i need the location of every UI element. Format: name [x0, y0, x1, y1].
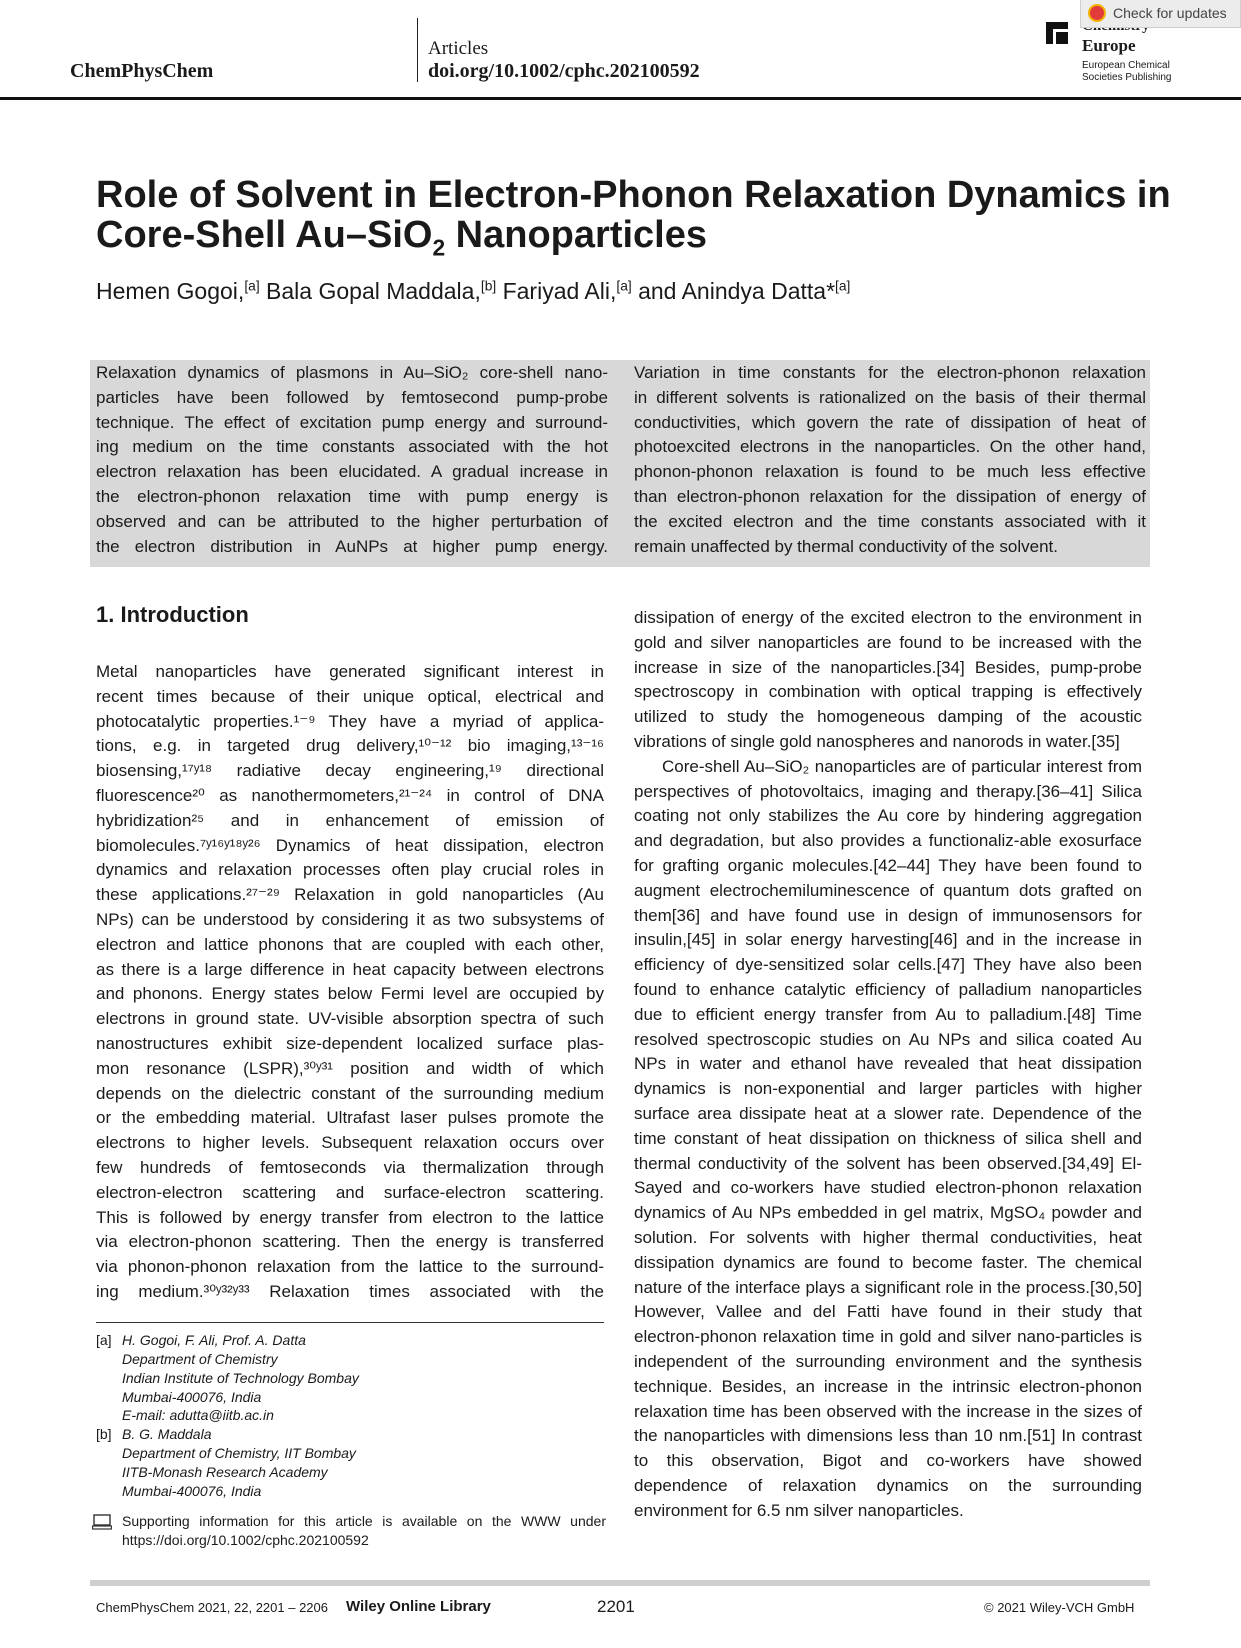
- body-line: nanostructures exhibit size-dependent localized surface plas-: [96, 1033, 604, 1053]
- check-updates-icon: [1088, 4, 1106, 22]
- footnote-b-city: Mumbai-400076, India: [122, 1483, 262, 1499]
- author-affiliation: [b]: [480, 278, 497, 294]
- body-line: via phonon-phonon relaxation from the lattice to the surround-: [96, 1257, 604, 1277]
- author-name: Hemen Gogoi,: [96, 278, 245, 304]
- page-number: 2201: [597, 1597, 635, 1616]
- body-line: fluorescence²⁰ as nanothermometers,²¹⁻²⁴ in control of DNA: [96, 785, 604, 805]
- journal-name: ChemPhysChem: [70, 60, 214, 82]
- abstract-line: electron relaxation has been elucidated. A gradual increase in: [96, 462, 608, 482]
- footer-citation: ChemPhysChem 2021, 22, 2201 – 2206: [96, 1600, 328, 1615]
- footnote-b-department: Department of Chemistry, IIT Bombay: [122, 1445, 356, 1461]
- body-line: photocatalytic properties.¹⁻⁹ They have a myriad of applica-: [96, 711, 604, 731]
- footer-rule: [90, 1580, 1150, 1586]
- abstract-left-column: [96, 361, 608, 559]
- body-line: recent times because of their unique optical, electrical and: [96, 686, 604, 706]
- logo-line-2: Europe: [1082, 36, 1136, 55]
- body-line: dynamics and relaxation processes often play crucial roles in: [96, 860, 604, 880]
- abstract-right-column: [634, 361, 1146, 559]
- body-line: electrons in ground state. UV-visible absorption spectra of such: [96, 1009, 604, 1029]
- abstract-line: particles have been followed by femtosecond pump-probe: [96, 387, 608, 407]
- doi-link[interactable]: doi.org/10.1002/cphc.202100592: [428, 60, 700, 82]
- abstract-line: remain unaffected by thermal conductivity of the solvent.: [634, 536, 1058, 556]
- abstract-line: Variation in time constants for the electron-phonon relaxation: [634, 363, 1146, 382]
- body-line: hybridization²⁵ and in enhancement of emission of: [96, 810, 604, 830]
- abstract-line: technique. The effect of excitation pump energy and surround-: [96, 412, 608, 432]
- author-name: Fariyad Ali,: [496, 278, 617, 304]
- author-name: Bala Gopal Maddala,: [259, 278, 481, 304]
- left-text-column: [96, 660, 604, 1305]
- body-paragraph: Core-shell Au–SiO₂ nanoparticles are of particular interest from perspectives of photovoltaics, imaging and therapy.[36–41] Silica coating not only stabilizes the Au core by hindering aggregation and degradation, but also provides a functionaliz-able exosurface for grafting organic molecules.[42–44] They have been found to augment electrochemiluminescence of quantum dots grafted on them[36] and have found use in design of immunosensors for insulin,[45] in solar energy harvesting[46] and in the increase in efficiency of dye-sensitized solar cells.[47] They have also been found to enhance catalytic efficiency of palladium nanoparticles due to efficient energy transfer from Au to palladium.[48] Time resolved spectroscopic studies on Au NPs and silica coated Au NPs in water and ethanol have revealed that heat dissipation dynamics is non-exponential and larger particles with higher surface area dissipate heat at a slower rate. Dependence of the time constant of heat dissipation on thickness of silica shell and thermal conductivity of the solvent has been observed.[34,49] El-Sayed and co-workers have studied electron-phonon relaxation dynamics of Au NPs embedded in gel matrix, MgSO₄ powder and solution. For solvents with higher thermal conductivities, heat dissipation dynamics are found to become faster. The chemical nature of the interface plays a significant role in the process.[30,50] However, Vallee and del Fatti have found in their study that electron-phonon relaxation time in gold and silver nano-particles is independent of the surrounding environment and the synthesis technique. Besides, an increase in the intrinsic electron-phonon relaxation time has been observed with the increase in the sizes of the nanoparticles with dimensions less than 10 nm.[51] In contrast to this observation, Bigot and co-workers have showed dependence of relaxation dynamics on the surrounding environment for 6.5 nm silver nanoparticles.: [634, 756, 1142, 1520]
- logo-mark-icon: [1046, 22, 1068, 44]
- body-line: ing medium.³⁰ʸ³²ʸ³³ Relaxation times associated with the: [96, 1281, 604, 1301]
- body-line: mon resonance (LSPR),³⁰ʸ³¹ position and width of which: [96, 1058, 604, 1078]
- body-line: these applications.²⁷⁻²⁹ Relaxation in gold nanoparticles (Au: [96, 885, 604, 905]
- logo-line-3: European Chemical: [1082, 60, 1170, 71]
- footnote-a-institute: Indian Institute of Technology Bombay: [122, 1370, 359, 1386]
- author-affiliation: [a]: [616, 278, 632, 294]
- article-title-line-2: Core-Shell Au–SiO$_2$ Nanoparticles: [96, 214, 707, 261]
- body-line: depends on the dielectric constant of the surrounding medium: [96, 1083, 604, 1103]
- body-line: and phonons. Energy states below Fermi level are occupied by: [96, 984, 604, 1004]
- abstract-line: the excited electron and the time constants associated with it: [634, 511, 1146, 531]
- author-list: [96, 278, 850, 305]
- section-label: Articles: [428, 38, 489, 59]
- abstract-line: Relaxation dynamics of plasmons in Au–SiO₂ core-shell nano-: [96, 363, 608, 382]
- body-line: biosensing,¹⁷ʸ¹⁸ radiative decay engineering,¹⁹ directional: [96, 761, 604, 781]
- footer-copyright: © 2021 Wiley-VCH GmbH: [984, 1600, 1135, 1615]
- abstract-line: observed and can be attributed to the higher perturbation of: [96, 511, 608, 531]
- check-for-updates-button[interactable]: [1080, 0, 1241, 28]
- wiley-online-library-link[interactable]: Wiley Online Library: [346, 1598, 491, 1615]
- body-line: as there is a large difference in heat capacity between electrons: [96, 959, 604, 979]
- body-line: NPs) can be understood by considering it as two subsystems of: [96, 909, 604, 929]
- section-heading-introduction: 1. Introduction: [96, 602, 249, 627]
- footnote-a-city: Mumbai-400076, India: [122, 1389, 262, 1405]
- abstract-line: than electron-phonon relaxation for the dissipation of energy of: [634, 486, 1146, 506]
- footnote-label-b: [b]: [96, 1426, 112, 1442]
- footnote-a-department: Department of Chemistry: [122, 1351, 278, 1367]
- author-affiliation: [a]: [244, 278, 260, 294]
- abstract-line: photoexcited electrons in the nanoparticles. On the other hand,: [634, 437, 1146, 457]
- body-line: Metal nanoparticles have generated significant interest in: [96, 662, 604, 681]
- computer-icon: [92, 1514, 112, 1530]
- body-line: few hundreds of femtoseconds via thermalization through: [96, 1157, 604, 1177]
- abstract-line: the electron-phonon relaxation time with pump energy is: [96, 486, 608, 506]
- abstract-line: in different solvents is rationalized on the basis of their thermal: [634, 387, 1146, 407]
- right-text-column: [634, 606, 1142, 1523]
- body-line: tions, e.g. in targeted drug delivery,¹⁰⁻¹² bio imaging,¹³⁻¹⁶: [96, 736, 604, 756]
- body-line: electron-electron scattering and surface-electron scattering.: [96, 1182, 604, 1202]
- check-updates-label: Check for updates: [1113, 5, 1227, 21]
- abstract-line: ing medium on the time constants associated with the hot: [96, 437, 608, 457]
- footnote-a-names: H. Gogoi, F. Ali, Prof. A. Datta: [122, 1332, 306, 1348]
- supporting-information-note: Supporting information for this article is available on the WWW under https://doi.org/10.1002/cphc.202100592: [122, 1513, 606, 1548]
- footnote-label-a: [a]: [96, 1332, 112, 1348]
- footnote-rule: [96, 1322, 604, 1323]
- logo-line-4: Societies Publishing: [1082, 72, 1172, 83]
- body-line: biomolecules.⁷ʸ¹⁶ʸ¹⁸ʸ²⁶ Dynamics of heat dissipation, electron: [96, 835, 604, 855]
- article-title-line-1: Role of Solvent in Electron-Phonon Relaxation Dynamics in: [96, 174, 1171, 216]
- footnote-b-institute: IITB-Monash Research Academy: [122, 1464, 328, 1480]
- body-line: or the embedding material. Ultrafast laser pulses promote the: [96, 1108, 604, 1128]
- header-rule: [0, 97, 1241, 100]
- body-line: electrons to higher levels. Subsequent relaxation occurs over: [96, 1133, 604, 1153]
- body-line: via electron-phonon scattering. Then the energy is transferred: [96, 1232, 604, 1252]
- body-paragraph: dissipation of energy of the excited electron to the environment in gold and silver nanoparticles are found to be increased with the increase in size of the nanoparticles.[34] Besides, pump-probe spectroscopy in combination with optical trapping is effectively utilized to study the homogeneous damping of the acoustic vibrations of single gold nanospheres and nanorods in water.[35]: [634, 608, 1142, 751]
- body-line: electron and lattice phonons that are coupled with each other,: [96, 934, 604, 954]
- author-name: and Anindya Datta*: [631, 278, 836, 304]
- body-line: This is followed by energy transfer from electron to the lattice: [96, 1207, 604, 1227]
- header-separator: [417, 18, 418, 82]
- abstract-line: the electron distribution in AuNPs at higher pump energy.: [96, 536, 608, 556]
- author-affiliation: [a]: [835, 278, 851, 294]
- footnote-b-names: B. G. Maddala: [122, 1426, 212, 1442]
- abstract-line: phonon-phonon relaxation is found to be much less effective: [634, 462, 1146, 482]
- footnote-a-email[interactable]: E-mail: adutta@iitb.ac.in: [122, 1407, 274, 1423]
- abstract-line: conductivities, which govern the rate of dissipation of heat of: [634, 412, 1146, 432]
